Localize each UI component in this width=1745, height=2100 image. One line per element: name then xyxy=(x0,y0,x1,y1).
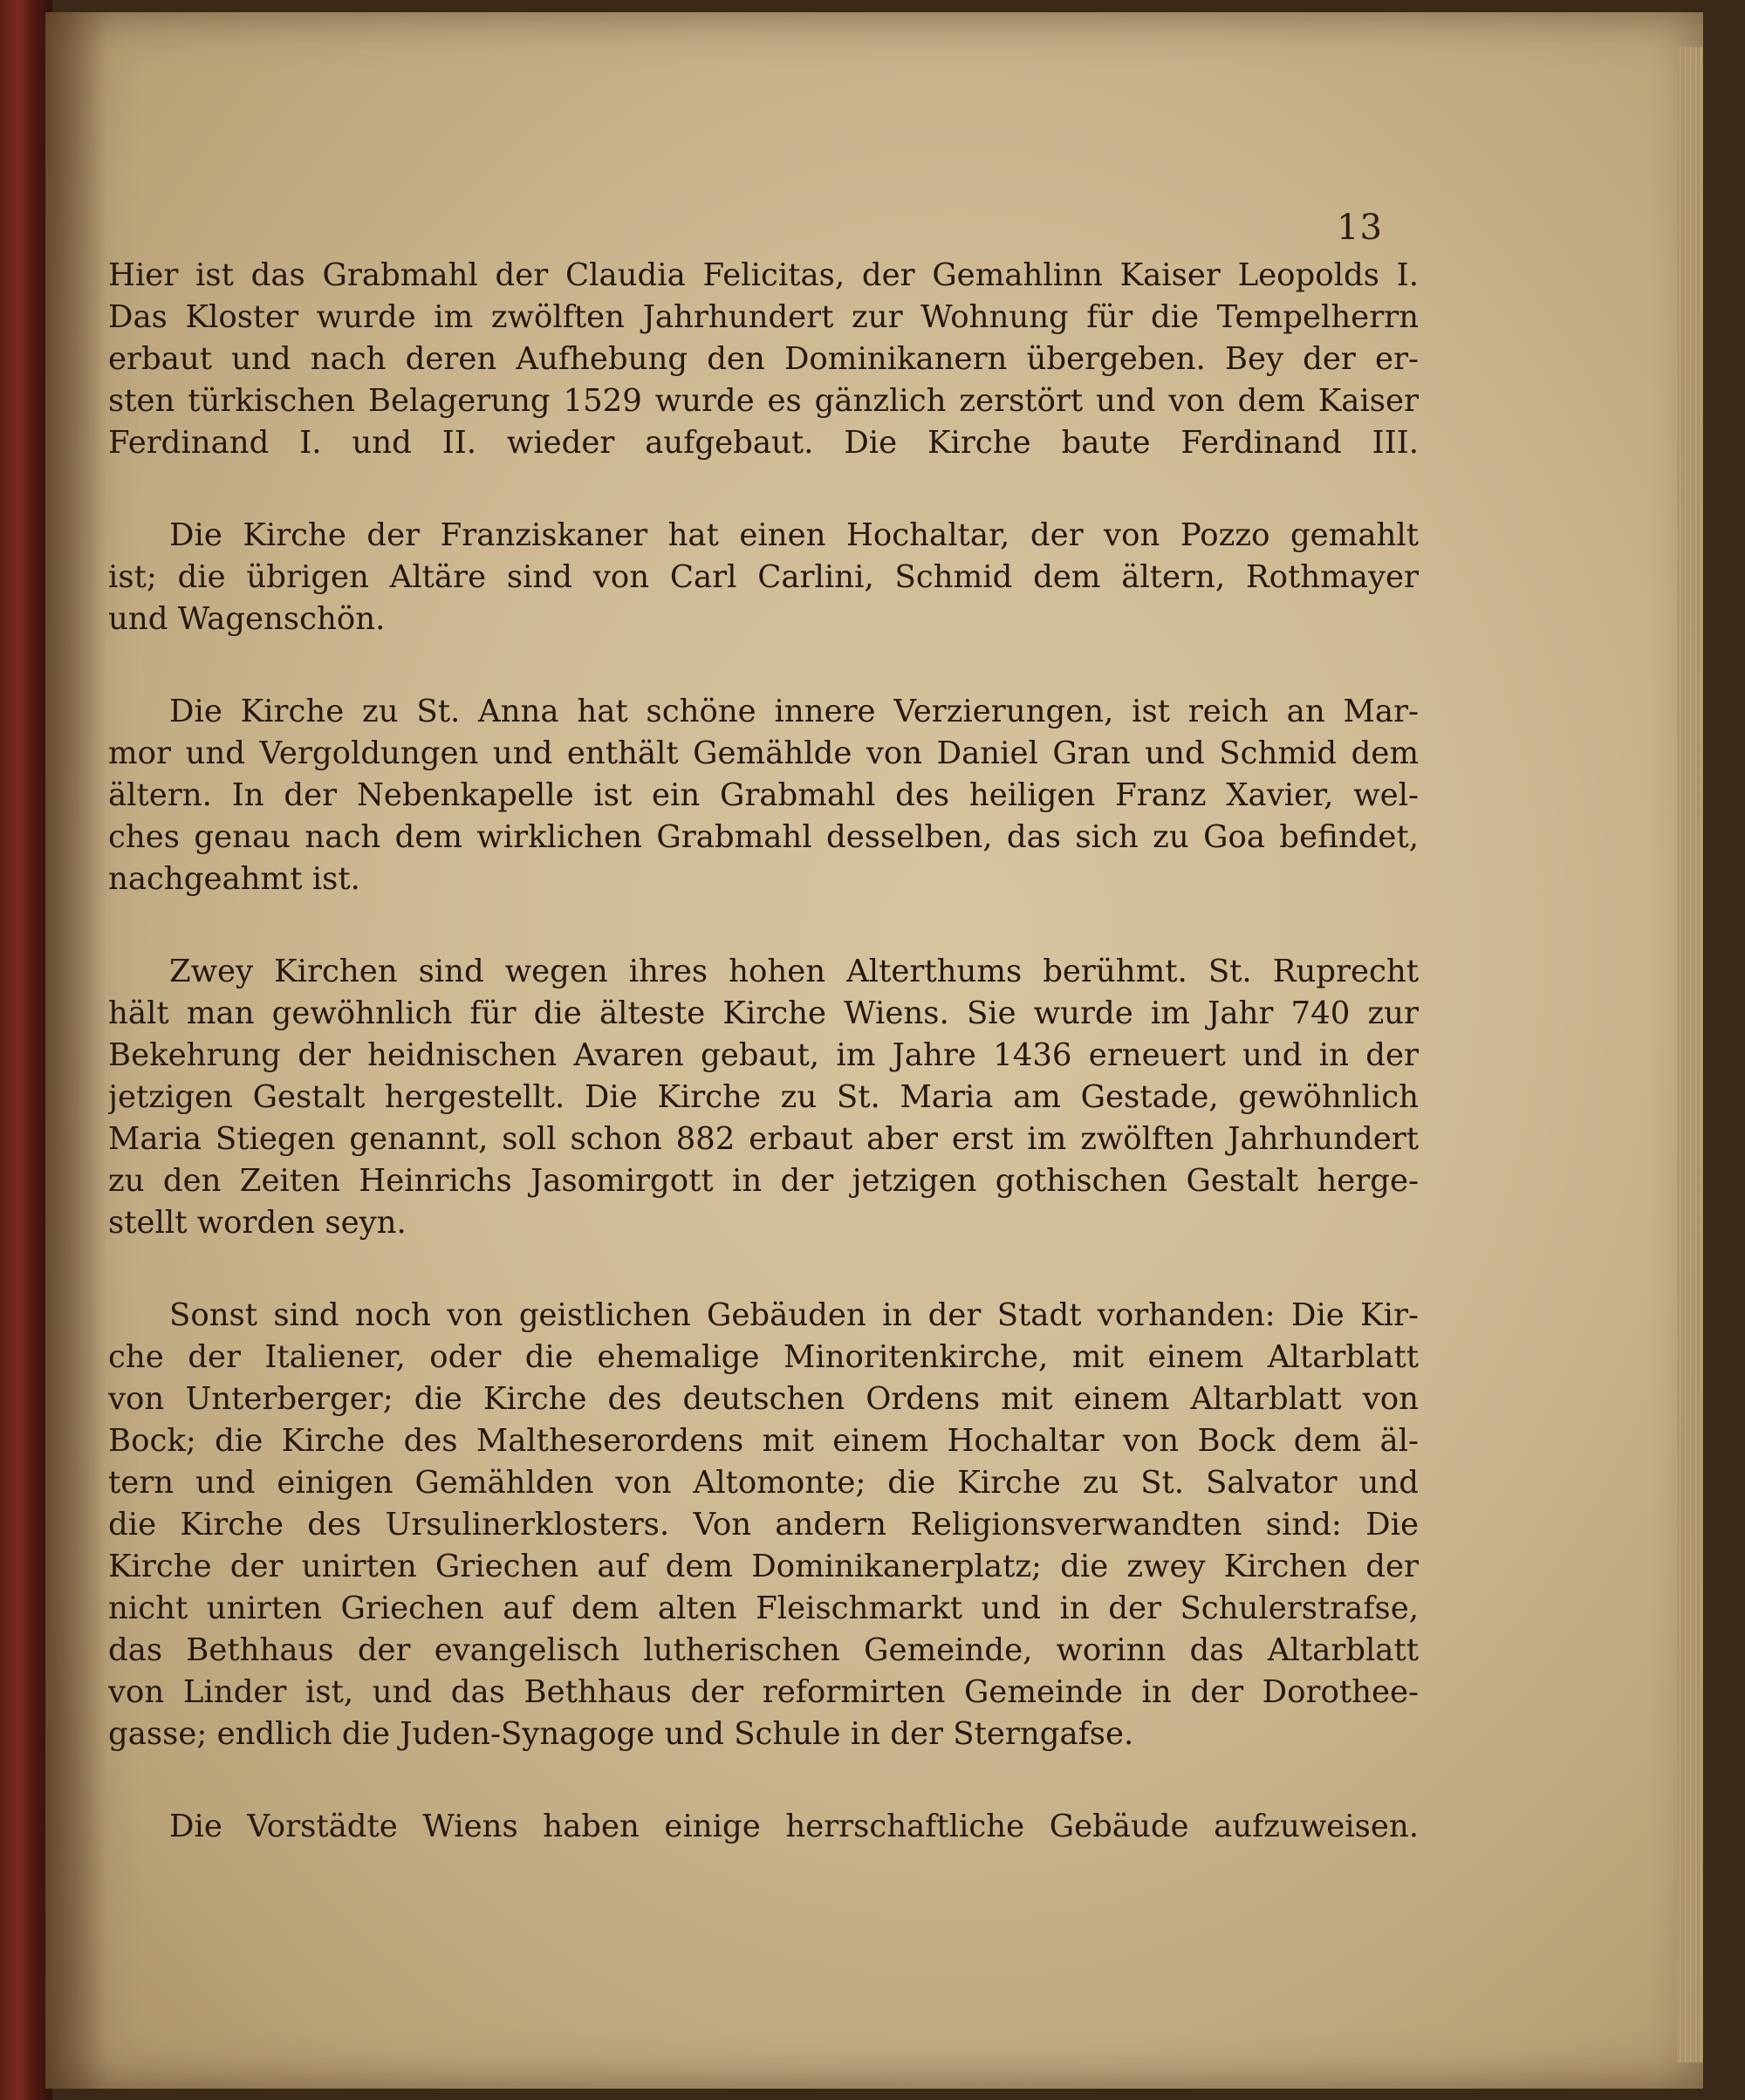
text-line: Die Kirche zu St. Anna hat schöne innere Verzierungen, ist reich an Mar- xyxy=(169,694,1419,729)
text-line: Bock; die Kirche des Maltheserordens mit einem Hochaltar von Bock dem äl- xyxy=(108,1423,1419,1459)
paragraph-6 xyxy=(108,1806,1419,1848)
text-line: von Linder ist, und das Bethhaus der reformirten Gemeinde in der Dorothee- xyxy=(108,1674,1419,1710)
book-binding xyxy=(0,0,52,2100)
page-edges xyxy=(1677,47,1703,2062)
text-line: Maria Stiegen genannt, soll schon 882 erbaut aber erst im zwölften Jahrhundert xyxy=(108,1121,1419,1157)
text-line: sten türkischen Belagerung 1529 wurde es gänzlich zerstört und von dem Kaiser xyxy=(108,383,1419,419)
text-line: jetzigen Gestalt hergestellt. Die Kirche zu St. Maria am Gestade, gewöhnlich xyxy=(108,1079,1419,1115)
paragraph-5 xyxy=(108,1295,1419,1755)
text-line: tern und einigen Gemählden von Altomonte; die Kirche zu St. Salvator und xyxy=(108,1465,1419,1501)
text-line: Das Kloster wurde im zwölften Jahrhundert zur Wohnung für die Tempelherrn xyxy=(108,299,1419,335)
text-line: Zwey Kirchen sind wegen ihres hohen Alterthums berühmt. St. Ruprecht xyxy=(169,954,1419,989)
paragraph-3 xyxy=(108,691,1419,900)
text-line: von Unterberger; die Kirche des deutschen Ordens mit einem Altarblatt von xyxy=(108,1381,1419,1417)
text-line: Bekehrung der heidnischen Avaren gebaut, im Jahre 1436 erneuert und in der xyxy=(108,1037,1419,1073)
text-line: Hier ist das Grabmahl der Claudia Felicitas, der Gemahlinn Kaiser Leopolds I. xyxy=(108,257,1419,293)
text-line: nicht unirten Griechen auf dem alten Fleischmarkt und in der Schulerstrafse, xyxy=(108,1590,1419,1626)
text-line: erbaut und nach deren Aufhebung den Dominikanern übergeben. Bey der er- xyxy=(108,341,1419,377)
paragraph-4 xyxy=(108,951,1419,1244)
text-line: Sonst sind noch von geistlichen Gebäuden in der Stadt vorhanden: Die Kir- xyxy=(169,1297,1419,1333)
text-line: ist; die übrigen Altäre sind von Carl Carlini, Schmid dem ältern, Rothmayer xyxy=(108,559,1419,595)
text-line: che der Italiener, oder die ehemalige Minoritenkirche, mit einem Altarblatt xyxy=(108,1339,1419,1375)
text-block xyxy=(108,255,1419,1898)
text-line: ches genau nach dem wirklichen Grabmahl desselben, das sich zu Goa befindet, xyxy=(108,819,1419,855)
text-line: stellt worden seyn. xyxy=(108,1205,407,1241)
text-line: Die Kirche der Franziskaner hat einen Hochaltar, der von Pozzo gemahlt xyxy=(169,517,1419,553)
text-line: Ferdinand I. und II. wieder aufgebaut. Die Kirche baute Ferdinand III. xyxy=(108,425,1419,461)
text-line: mor und Vergoldungen und enthält Gemählde von Daniel Gran und Schmid dem xyxy=(108,735,1419,771)
text-line: ältern. In der Nebenkapelle ist ein Grabmahl des heiligen Franz Xavier, wel- xyxy=(108,777,1419,813)
text-line: zu den Zeiten Heinrichs Jasomirgott in der jetzigen gothischen Gestalt herge- xyxy=(108,1163,1419,1199)
text-line: hält man gewöhnlich für die älteste Kirche Wiens. Sie wurde im Jahr 740 zur xyxy=(108,995,1419,1031)
gutter-shadow xyxy=(45,12,106,2089)
text-line: nachgeahmt ist. xyxy=(108,861,360,897)
text-line: die Kirche des Ursulinerklosters. Von andern Religionsverwandten sind: Die xyxy=(108,1507,1419,1543)
paragraph-1 xyxy=(108,255,1419,464)
paragraph-2 xyxy=(108,515,1419,640)
text-line: gasse; endlich die Juden-Synagoge und Schule in der Sterngafse. xyxy=(108,1716,1134,1752)
text-line: Die Vorstädte Wiens haben einige herrschaftliche Gebäude aufzuweisen. xyxy=(169,1809,1419,1844)
text-line: und Wagenschön. xyxy=(108,601,386,637)
page-number: 13 xyxy=(1337,208,1383,248)
text-line: Kirche der unirten Griechen auf dem Dominikanerplatz; die zwey Kirchen der xyxy=(108,1549,1419,1584)
text-line: das Bethhaus der evangelisch lutherischen Gemeinde, worinn das Altarblatt xyxy=(108,1632,1419,1668)
